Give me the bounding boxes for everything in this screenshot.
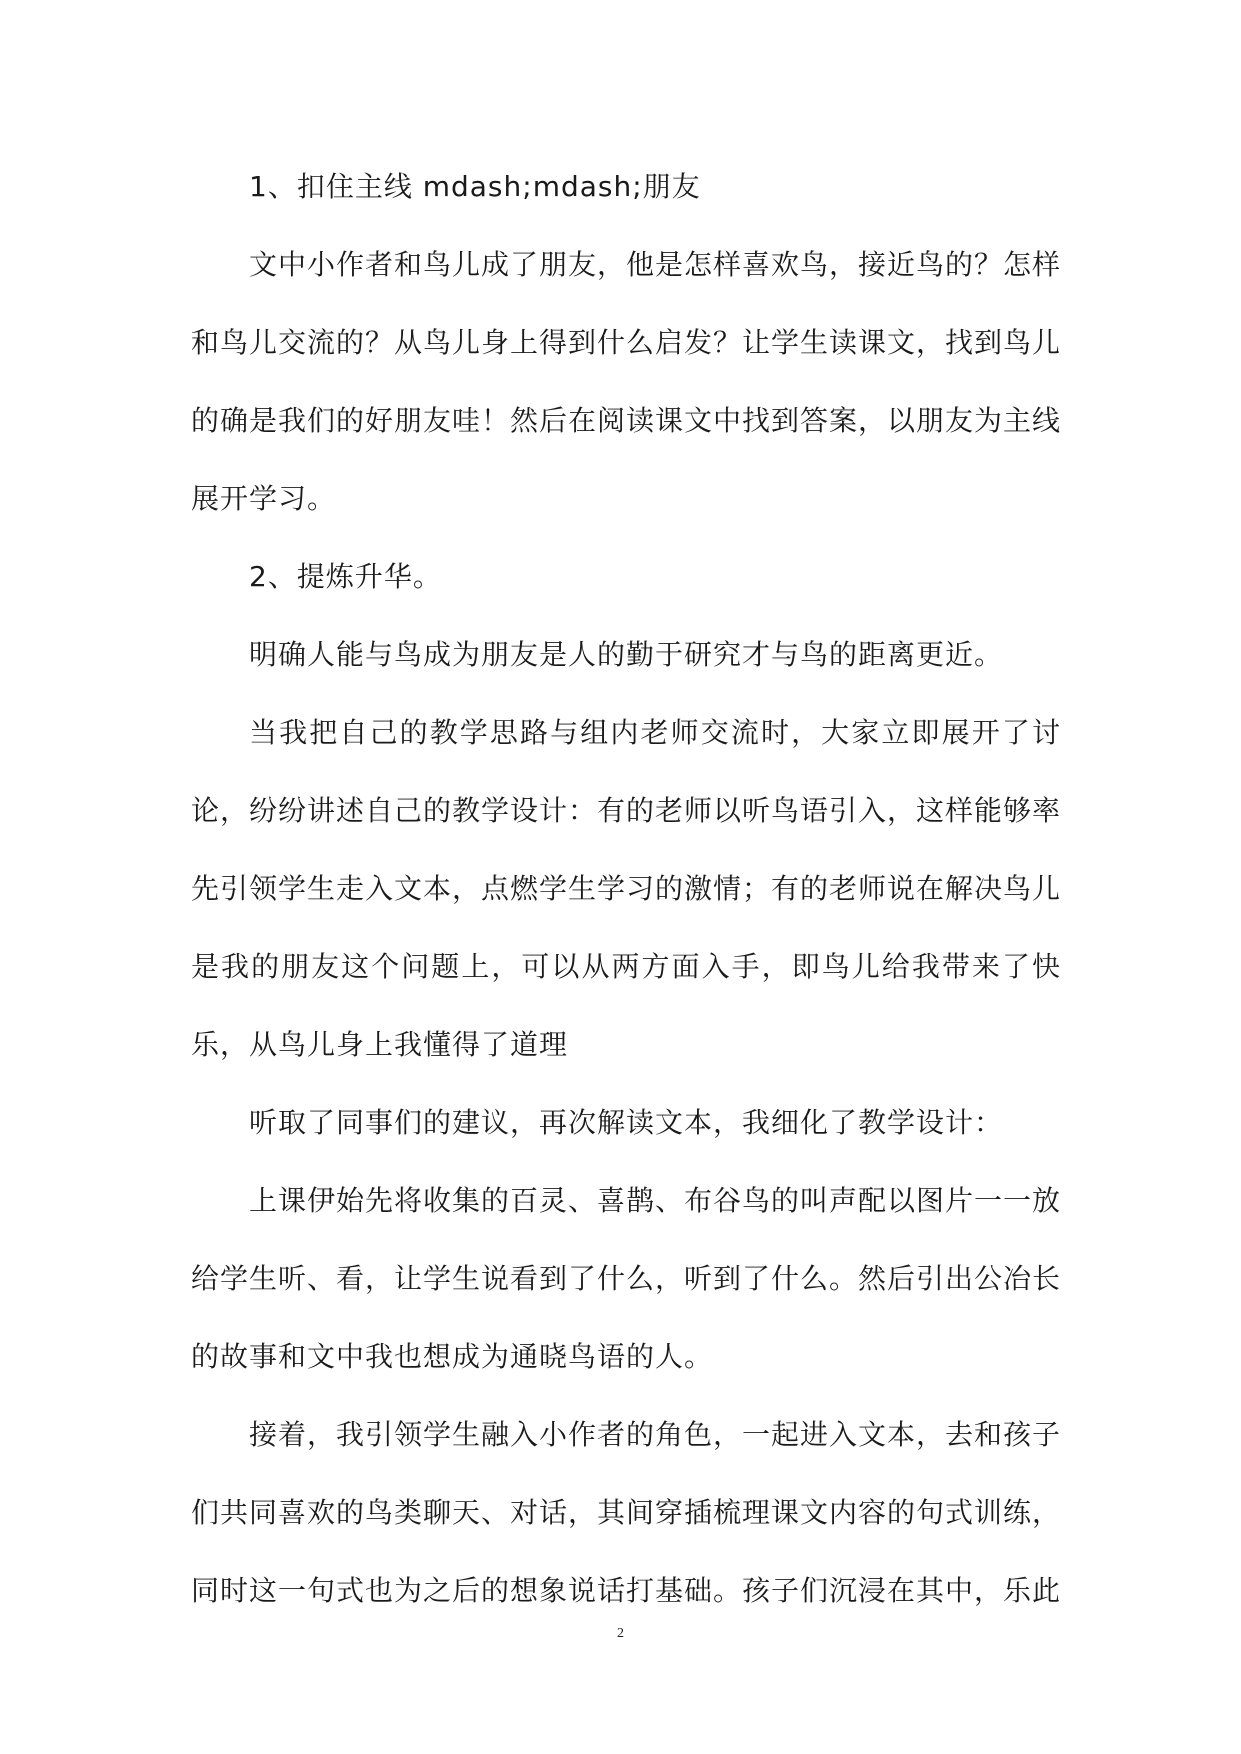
paragraph: 明确人能与鸟成为朋友是人的勤于研究才与鸟的距离更近。 [249,638,1004,671]
document-body [191,148,1061,1630]
page-number: 2 [617,1626,624,1641]
paragraph-heading-2: 2、提炼升华。 [249,560,442,593]
paragraph: 文中小作者和鸟儿成了朋友，他是怎样喜欢鸟，接近鸟的？怎样和鸟儿交流的？从鸟儿身上得到什么启发？让学生读课文，找到鸟儿的确是我们的好朋友哇！然后在阅读课文中找到答案，以朋友为主线展开学习。 [191,248,1062,515]
paragraph-heading-1: 1、扣住主线 mdash;mdash;朋友 [249,170,701,203]
paragraph: 接着，我引领学生融入小作者的角色，一起进入文本，去和孩子们共同喜欢的鸟类聊天、对话，其间穿插梳理课文内容的句式训练，同时这一句式也为之后的想象说话打基础。孩子们沉浸在其中，乐此 [191,1418,1062,1607]
paragraph: 听取了同事们的建议，再次解读文本，我细化了教学设计： [249,1106,1004,1139]
paragraph: 当我把自己的教学思路与组内老师交流时，大家立即展开了讨论，纷纷讲述自己的教学设计：有的老师以听鸟语引入，这样能够率先引领学生走入文本，点燃学生学习的激情；有的老师说在解决鸟儿是我的朋友这个问题上，可以从两方面入手，即鸟儿给我带来了快乐，从鸟儿身上我懂得了道理 [191,716,1062,1061]
paragraph: 上课伊始先将收集的百灵、喜鹊、布谷鸟的叫声配以图片一一放给学生听、看，让学生说看到了什么，听到了什么。然后引出公冶长的故事和文中我也想成为通晓鸟语的人。 [191,1184,1062,1373]
